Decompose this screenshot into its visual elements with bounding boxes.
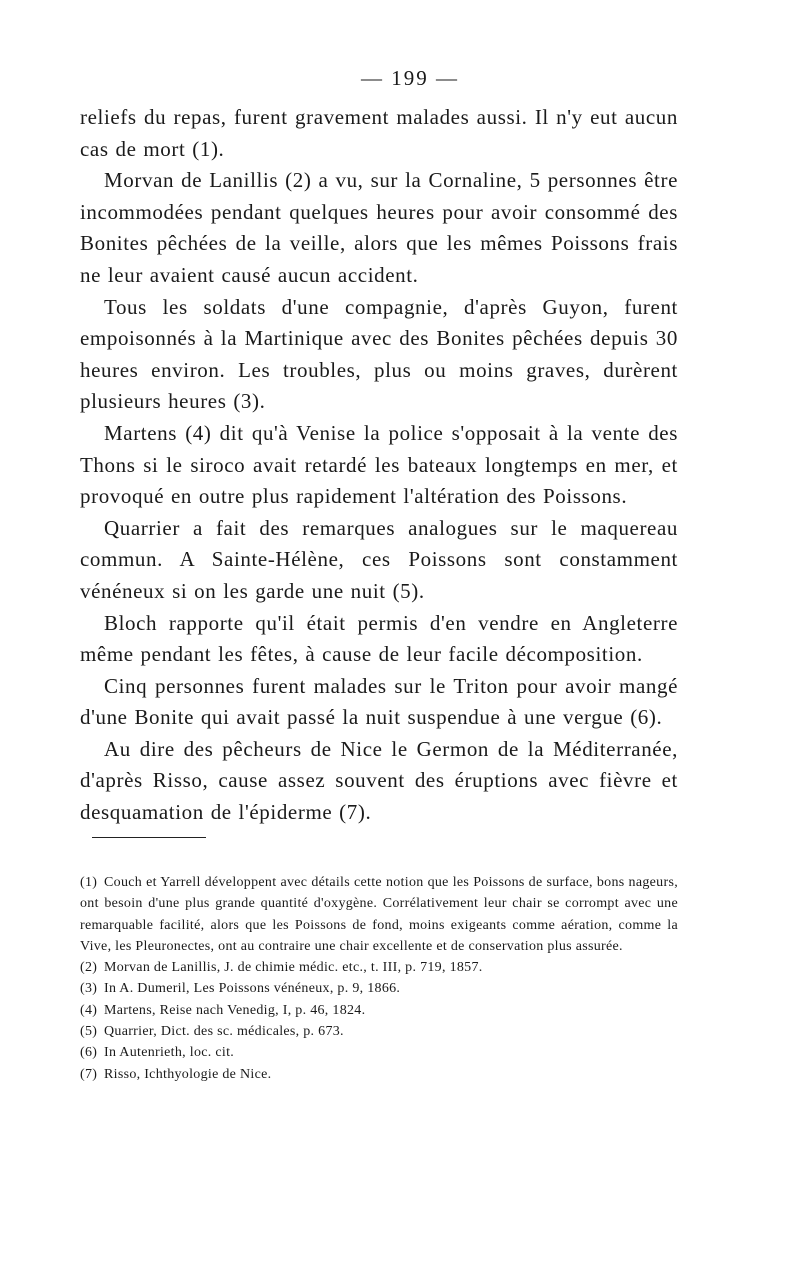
- footnote: [80, 872, 678, 957]
- paragraph: Bloch rapporte qu'il était permis d'en vendre en Angleterre même pendant les fêtes, à cause de leur facile décomposition.: [80, 610, 678, 667]
- footnote-ref: (4): [80, 1002, 98, 1018]
- footnote-text: Couch et Yarrell développent avec détails cette notion que les Poissons de surface, bons nageurs, ont besoin d'une plus grande quantité d'oxygène. Corrélativement leur chair se corrompt avec une remarquable facilité, alors que les Poissons de fond, moins exigeants comme aération, comme la Vive, les Pleuronectes, ont au contraire une chair excellente et de conservation plus assurée.: [80, 875, 678, 954]
- footnote-text: Martens, Reise nach Venedig, I, p. 46, 1824.: [104, 1002, 366, 1018]
- footnote-separator: [92, 837, 206, 838]
- footnote-text: Risso, Ichthyologie de Nice.: [104, 1066, 272, 1082]
- footnote: [80, 1042, 678, 1063]
- footnote-text: In Autenrieth, loc. cit.: [104, 1045, 235, 1061]
- footnote: [80, 1064, 678, 1085]
- footnote-ref: (7): [80, 1066, 98, 1082]
- footnote-ref: (2): [80, 960, 98, 976]
- footnote: [80, 957, 678, 978]
- paragraph: Au dire des pêcheurs de Nice le Germon de la Méditerranée, d'après Risso, cause assez souvent des éruptions avec fièvre et desquamation de l'épiderme (7).: [80, 736, 678, 825]
- footnote-ref: (5): [80, 1024, 98, 1040]
- footnotes: [80, 872, 678, 1085]
- paragraph: Tous les soldats d'une compagnie, d'après Guyon, furent empoisonnés à la Martinique avec des Bonites pêchées depuis 30 heures environ. Les troubles, plus ou moins graves, durèrent plusieurs heures (3).: [80, 294, 678, 414]
- paragraph: Morvan de Lanillis (2) a vu, sur la Cornaline, 5 personnes être incommodées pendant quelques heures pour avoir consommé des Bonites pêchées de la veille, alors que les mêmes Poissons frais ne leur avaient causé aucun accident.: [80, 168, 678, 287]
- paragraph: Cinq personnes furent malades sur le Triton pour avoir mangé d'une Bonite qui avait passé la nuit suspendue à une vergue (6).: [80, 673, 678, 730]
- paragraph-continuation: reliefs du repas, furent gravement malades aussi. Il n'y eut aucun cas de mort (1).: [80, 105, 678, 161]
- paragraph: Quarrier a fait des remarques analogues sur le maquereau commun. A Sainte-Hélène, ces Poissons sont constamment vénéneux si on les garde une nuit (5).: [80, 515, 678, 603]
- footnote: [80, 978, 678, 999]
- footnote: [80, 1021, 678, 1042]
- page-number: — 199 —: [361, 66, 459, 90]
- footnote-ref: (1): [80, 875, 98, 890]
- footnote-text: Morvan de Lanillis, J. de chimie médic. etc., t. III, p. 719, 1857.: [104, 960, 483, 976]
- paragraph: Martens (4) dit qu'à Venise la police s'opposait à la vente des Thons si le siroco avait retardé les bateaux longtemps en mer, et provoqué en outre plus rapidement l'altération des Poissons.: [80, 420, 678, 509]
- footnote-text: In A. Dumeril, Les Poissons vénéneux, p. 9, 1866.: [104, 981, 401, 997]
- footnote-text: Quarrier, Dict. des sc. médicales, p. 673.: [104, 1024, 344, 1040]
- footnote-ref: (6): [80, 1045, 98, 1061]
- body-text: [80, 102, 678, 829]
- footnote: [80, 1000, 678, 1021]
- footnote-ref: (3): [80, 981, 98, 997]
